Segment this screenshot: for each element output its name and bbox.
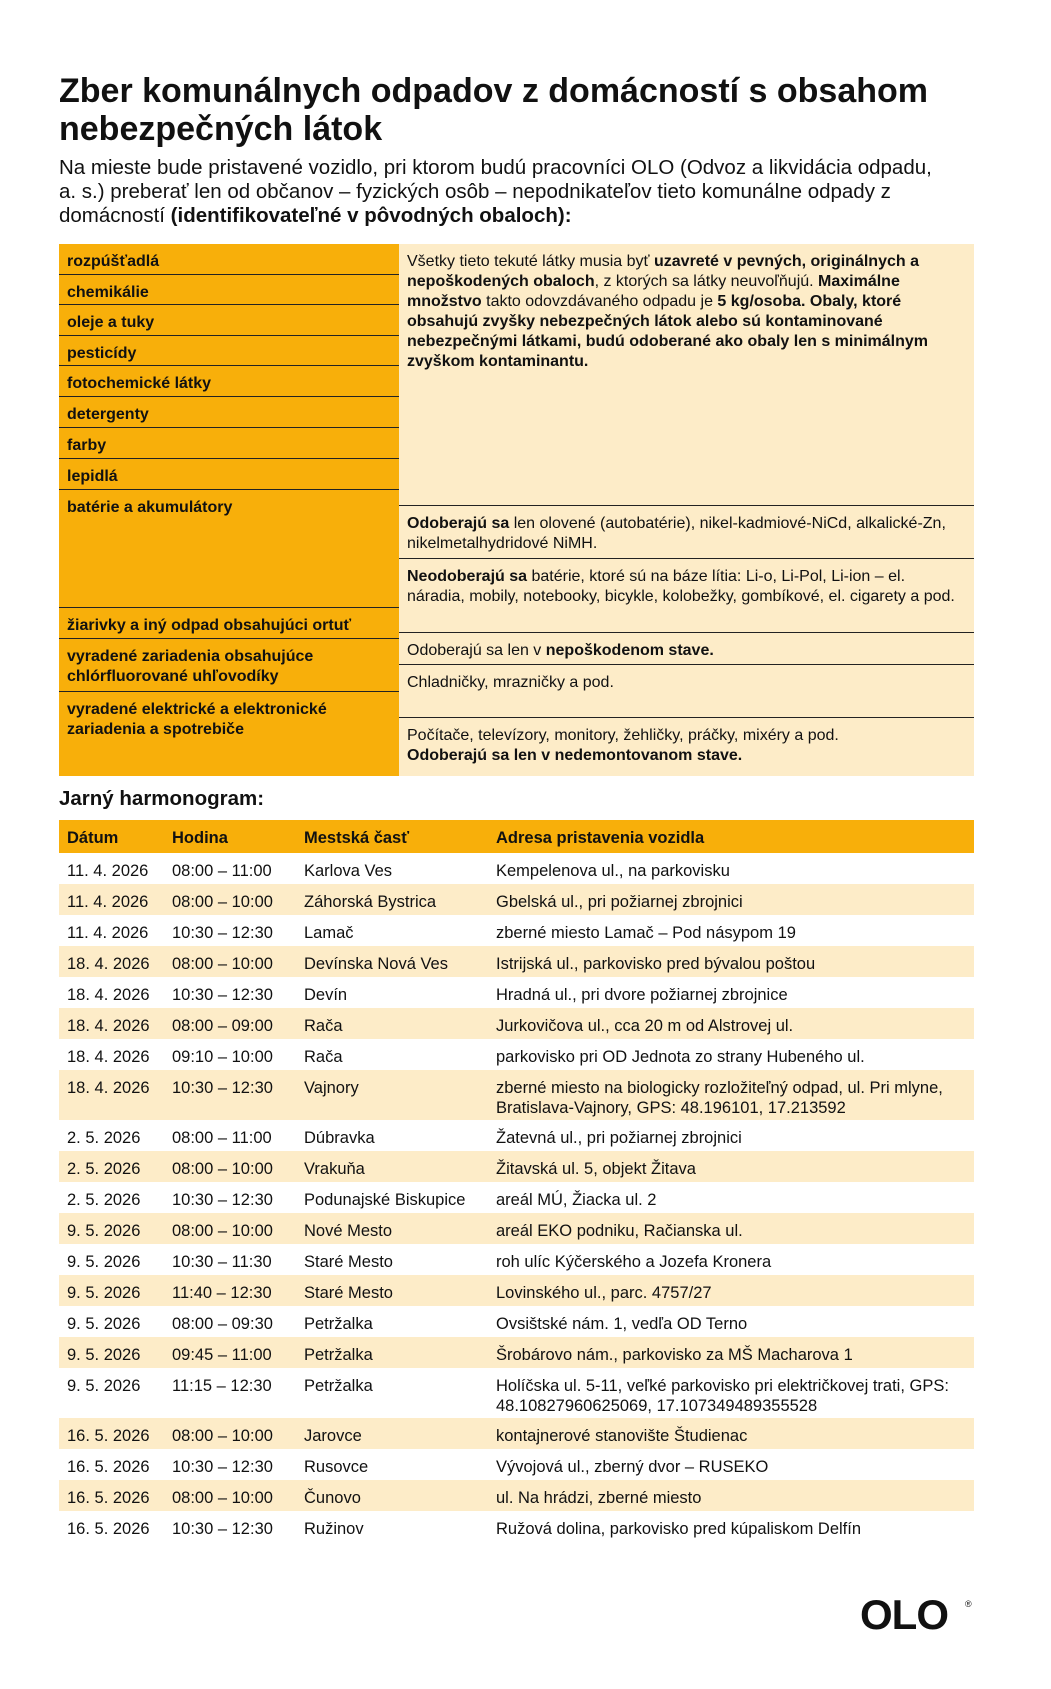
cell-date: 9. 5. 2026 bbox=[67, 1346, 141, 1364]
cell-address: Kempelenova ul., na parkovisku bbox=[496, 862, 730, 880]
cell-date: 2. 5. 2026 bbox=[67, 1160, 141, 1178]
table-row bbox=[59, 1337, 974, 1368]
category-item: oleje a tuky bbox=[59, 305, 399, 336]
table-row bbox=[59, 1008, 974, 1039]
cell-address: areál EKO podniku, Račianska ul. bbox=[496, 1222, 743, 1240]
cell-time: 08:00 – 11:00 bbox=[172, 1129, 272, 1147]
divider bbox=[399, 664, 974, 665]
cell-time: 08:00 – 10:00 bbox=[172, 1160, 273, 1178]
cell-district: Dúbravka bbox=[304, 1129, 375, 1147]
cell-time: 10:30 – 11:30 bbox=[172, 1253, 272, 1271]
cell-date: 16. 5. 2026 bbox=[67, 1489, 150, 1507]
cfc-note: Chladničky, mrazničky a pod. bbox=[407, 674, 614, 691]
cell-address: Jurkovičova ul., cca 20 m od Alstrovej ul. bbox=[496, 1017, 794, 1035]
cell-date: 11. 4. 2026 bbox=[67, 862, 149, 880]
header-time: Hodina bbox=[172, 829, 228, 847]
divider bbox=[399, 632, 974, 633]
table-row bbox=[59, 884, 974, 915]
cell-address: Holíčska ul. 5-11, veľké parkovisko pri električkovej trati, GPS: 48.10827960625069, 17.107349489355528 bbox=[496, 1377, 949, 1415]
cell-date: 18. 4. 2026 bbox=[67, 1048, 150, 1066]
olo-logo bbox=[860, 1595, 976, 1635]
category-electronics: vyradené elektrické a elektronické zariadenia a spotrebiče bbox=[67, 701, 327, 738]
cell-address: Vývojová ul., zberný dvor – RUSEKO bbox=[496, 1458, 769, 1476]
cell-district: Záhorská Bystrica bbox=[304, 893, 437, 911]
cell-date: 16. 5. 2026 bbox=[67, 1520, 150, 1538]
cell-address: parkovisko pri OD Jednota zo strany Hubeného ul. bbox=[496, 1048, 865, 1066]
cell-time: 10:30 – 12:30 bbox=[172, 1191, 273, 1209]
category-item: chemikálie bbox=[59, 275, 399, 305]
cell-date: 18. 4. 2026 bbox=[67, 1079, 150, 1097]
cell-date: 18. 4. 2026 bbox=[67, 1017, 150, 1035]
cell-district: Vrakuňa bbox=[304, 1160, 365, 1178]
category-item: lepidlá bbox=[59, 459, 399, 490]
cell-address: ul. Na hrádzi, zberné miesto bbox=[496, 1489, 702, 1507]
table-row bbox=[59, 1368, 974, 1418]
cell-time: 11:40 – 12:30 bbox=[172, 1284, 272, 1302]
cell-time: 10:30 – 12:30 bbox=[172, 1458, 273, 1476]
cell-district: Staré Mesto bbox=[304, 1284, 393, 1302]
table-row bbox=[59, 1070, 974, 1120]
table-row bbox=[59, 977, 974, 1008]
cell-date: 16. 5. 2026 bbox=[67, 1427, 150, 1445]
table-row bbox=[59, 853, 974, 884]
category-mercury: žiarivky a iný odpad obsahujúci ortuť bbox=[59, 608, 399, 639]
table-row bbox=[59, 915, 974, 946]
cell-time: 10:30 – 12:30 bbox=[172, 924, 273, 942]
table-row bbox=[59, 1449, 974, 1480]
table-row bbox=[59, 1182, 974, 1213]
cell-district: Petržalka bbox=[304, 1377, 373, 1395]
category-item: pesticídy bbox=[59, 336, 399, 366]
table-row bbox=[59, 1213, 974, 1244]
table-row bbox=[59, 1480, 974, 1511]
cell-address: Šrobárovo nám., parkovisko za MŠ Macharova 1 bbox=[496, 1346, 853, 1364]
header-address: Adresa pristavenia vozidla bbox=[496, 829, 705, 847]
cell-address: Hradná ul., pri dvore požiarnej zbrojnice bbox=[496, 986, 788, 1004]
cell-address: Ovsištské nám. 1, vedľa OD Terno bbox=[496, 1315, 748, 1333]
cell-district: Čunovo bbox=[304, 1489, 361, 1507]
divider bbox=[399, 505, 974, 506]
cell-time: 09:45 – 11:00 bbox=[172, 1346, 272, 1364]
cell-time: 08:00 – 10:00 bbox=[172, 955, 273, 973]
logo-registered-mark: ® bbox=[965, 1599, 972, 1609]
cell-time: 08:00 – 10:00 bbox=[172, 1489, 273, 1507]
table-row bbox=[59, 1120, 974, 1151]
cell-date: 2. 5. 2026 bbox=[67, 1129, 141, 1147]
cell-district: Vajnory bbox=[304, 1079, 359, 1097]
cell-district: Ružinov bbox=[304, 1520, 364, 1538]
divider bbox=[399, 717, 974, 718]
cell-time: 08:00 – 09:00 bbox=[172, 1017, 273, 1035]
category-item: fotochemické látky bbox=[59, 366, 399, 397]
cell-address: Žitavská ul. 5, objekt Žitava bbox=[496, 1160, 696, 1178]
cell-address: kontajnerové stanovište Študienac bbox=[496, 1427, 748, 1445]
table-row bbox=[59, 1244, 974, 1275]
cell-date: 9. 5. 2026 bbox=[67, 1377, 141, 1395]
cell-address: Žatevná ul., pri požiarnej zbrojnici bbox=[496, 1129, 742, 1147]
cell-date: 16. 5. 2026 bbox=[67, 1458, 150, 1476]
cell-time: 08:00 – 09:30 bbox=[172, 1315, 273, 1333]
cell-time: 08:00 – 10:00 bbox=[172, 893, 273, 911]
cell-date: 9. 5. 2026 bbox=[67, 1222, 141, 1240]
cell-district: Lamač bbox=[304, 924, 354, 942]
cell-time: 09:10 – 10:00 bbox=[172, 1048, 273, 1066]
schedule-title: Jarný harmonogram: bbox=[59, 787, 265, 810]
category-item: rozpúšťadlá bbox=[59, 244, 399, 275]
cell-date: 11. 4. 2026 bbox=[67, 893, 149, 911]
table-row bbox=[59, 946, 974, 977]
cell-district: Jarovce bbox=[304, 1427, 362, 1445]
cell-address: zberné miesto na biologicky rozložiteľný odpad, ul. Pri mlyne, Bratislava-Vajnory, GPS: 48.196101, 17.213592 bbox=[496, 1079, 943, 1117]
cell-district: Rusovce bbox=[304, 1458, 369, 1476]
batteries-rejected-note: Neodoberajú sa batérie, ktoré sú na báze lítia: Li-o, Li-Pol, Li-ion – el. náradia, mobily, notebooky, bicykle, kolobežky, gombíkové, el. cigarety a pod. bbox=[407, 568, 955, 605]
cell-district: Rača bbox=[304, 1048, 343, 1066]
table-header bbox=[59, 820, 974, 853]
cell-district: Staré Mesto bbox=[304, 1253, 393, 1271]
liquids-note: Všetky tieto tekuté látky musia byť uzavreté v pevných, originálnych a nepoškodených obaloch, z ktorých sa látky neuvoľňujú. Maximálne množstvo takto odovzdávaného odpadu je 5 kg/osoba. Obaly, ktoré obsahujú zvyšky nebezpečných látok alebo sú kontaminované nebezpečnými látkami, budú odoberané ako obaly len s minimálnym zvyškom kontaminantu. bbox=[407, 253, 929, 370]
cell-date: 11. 4. 2026 bbox=[67, 924, 149, 942]
logo-text: OLO bbox=[860, 1595, 948, 1635]
cell-date: 2. 5. 2026 bbox=[67, 1191, 141, 1209]
cell-time: 10:30 – 12:30 bbox=[172, 986, 273, 1004]
intro-text: Na mieste bude pristavené vozidlo, pri ktorom budú pracovníci OLO (Odvoz a likvidácia odpadu, a. s.) preberať len od občanov – fyzických osôb – nepodnikateľov tieto komunálne odpady z domácností (identifikovateľné v pôvodných obaloch): bbox=[59, 156, 932, 227]
table-row bbox=[59, 1151, 974, 1182]
divider bbox=[399, 558, 974, 559]
cell-time: 08:00 – 10:00 bbox=[172, 1427, 273, 1445]
category-column bbox=[59, 244, 399, 776]
header-date: Dátum bbox=[67, 829, 119, 847]
cell-district: Nové Mesto bbox=[304, 1222, 393, 1240]
cell-district: Karlova Ves bbox=[304, 862, 393, 880]
table-row bbox=[59, 1306, 974, 1337]
cell-district: Petržalka bbox=[304, 1346, 373, 1364]
cell-district: Rača bbox=[304, 1017, 343, 1035]
batteries-accepted-note: Odoberajú sa len olovené (autobatérie), nikel-kadmiové-NiCd, alkalické-Zn, nikelmetalhydridové NiMH. bbox=[407, 515, 946, 552]
cell-address: roh ulíc Kýčerského a Jozefa Kronera bbox=[496, 1253, 772, 1271]
cell-district: Petržalka bbox=[304, 1315, 373, 1333]
cell-date: 9. 5. 2026 bbox=[67, 1253, 141, 1271]
category-item: detergenty bbox=[59, 397, 399, 428]
cell-date: 18. 4. 2026 bbox=[67, 986, 150, 1004]
cell-time: 08:00 – 11:00 bbox=[172, 862, 272, 880]
category-batteries: batérie a akumulátory bbox=[59, 490, 399, 608]
cell-date: 9. 5. 2026 bbox=[67, 1315, 141, 1333]
cell-time: 10:30 – 12:30 bbox=[172, 1520, 273, 1538]
cell-address: Ružová dolina, parkovisko pred kúpaliskom Delfín bbox=[496, 1520, 862, 1538]
cell-district: Podunajské Biskupice bbox=[304, 1191, 466, 1209]
table-row bbox=[59, 1275, 974, 1306]
cell-address: zberné miesto Lamač – Pod násypom 19 bbox=[496, 924, 796, 942]
cell-time: 11:15 – 12:30 bbox=[172, 1377, 272, 1395]
cell-time: 08:00 – 10:00 bbox=[172, 1222, 273, 1240]
notes-column bbox=[399, 244, 974, 776]
header-district: Mestská časť bbox=[304, 829, 410, 847]
electronics-note: Počítače, televízory, monitory, žehličky, práčky, mixéry a pod. Odoberajú sa len v nedemontovanom stave. bbox=[407, 727, 839, 764]
page-title: Zber komunálnych odpadov z domácností s obsahom nebezpečných látok bbox=[59, 72, 929, 148]
category-item: farby bbox=[59, 428, 399, 459]
cell-date: 9. 5. 2026 bbox=[67, 1284, 141, 1302]
cell-time: 10:30 – 12:30 bbox=[172, 1079, 273, 1097]
cell-district: Devínska Nová Ves bbox=[304, 955, 448, 973]
table-row bbox=[59, 1418, 974, 1449]
category-cfc: vyradené zariadenia obsahujúce chlórfluorované uhľovodíky bbox=[59, 639, 399, 692]
cell-date: 18. 4. 2026 bbox=[67, 955, 150, 973]
cell-address: areál MÚ, Žiacka ul. 2 bbox=[496, 1191, 657, 1209]
mercury-note: Odoberajú sa len v nepoškodenom stave. bbox=[407, 642, 714, 659]
table-row bbox=[59, 1511, 974, 1542]
cell-address: Istrijská ul., parkovisko pred bývalou poštou bbox=[496, 955, 816, 973]
cell-address: Lovinského ul., parc. 4757/27 bbox=[496, 1284, 712, 1302]
cell-address: Gbelská ul., pri požiarnej zbrojnici bbox=[496, 893, 743, 911]
cell-district: Devín bbox=[304, 986, 348, 1004]
table-row bbox=[59, 1039, 974, 1070]
